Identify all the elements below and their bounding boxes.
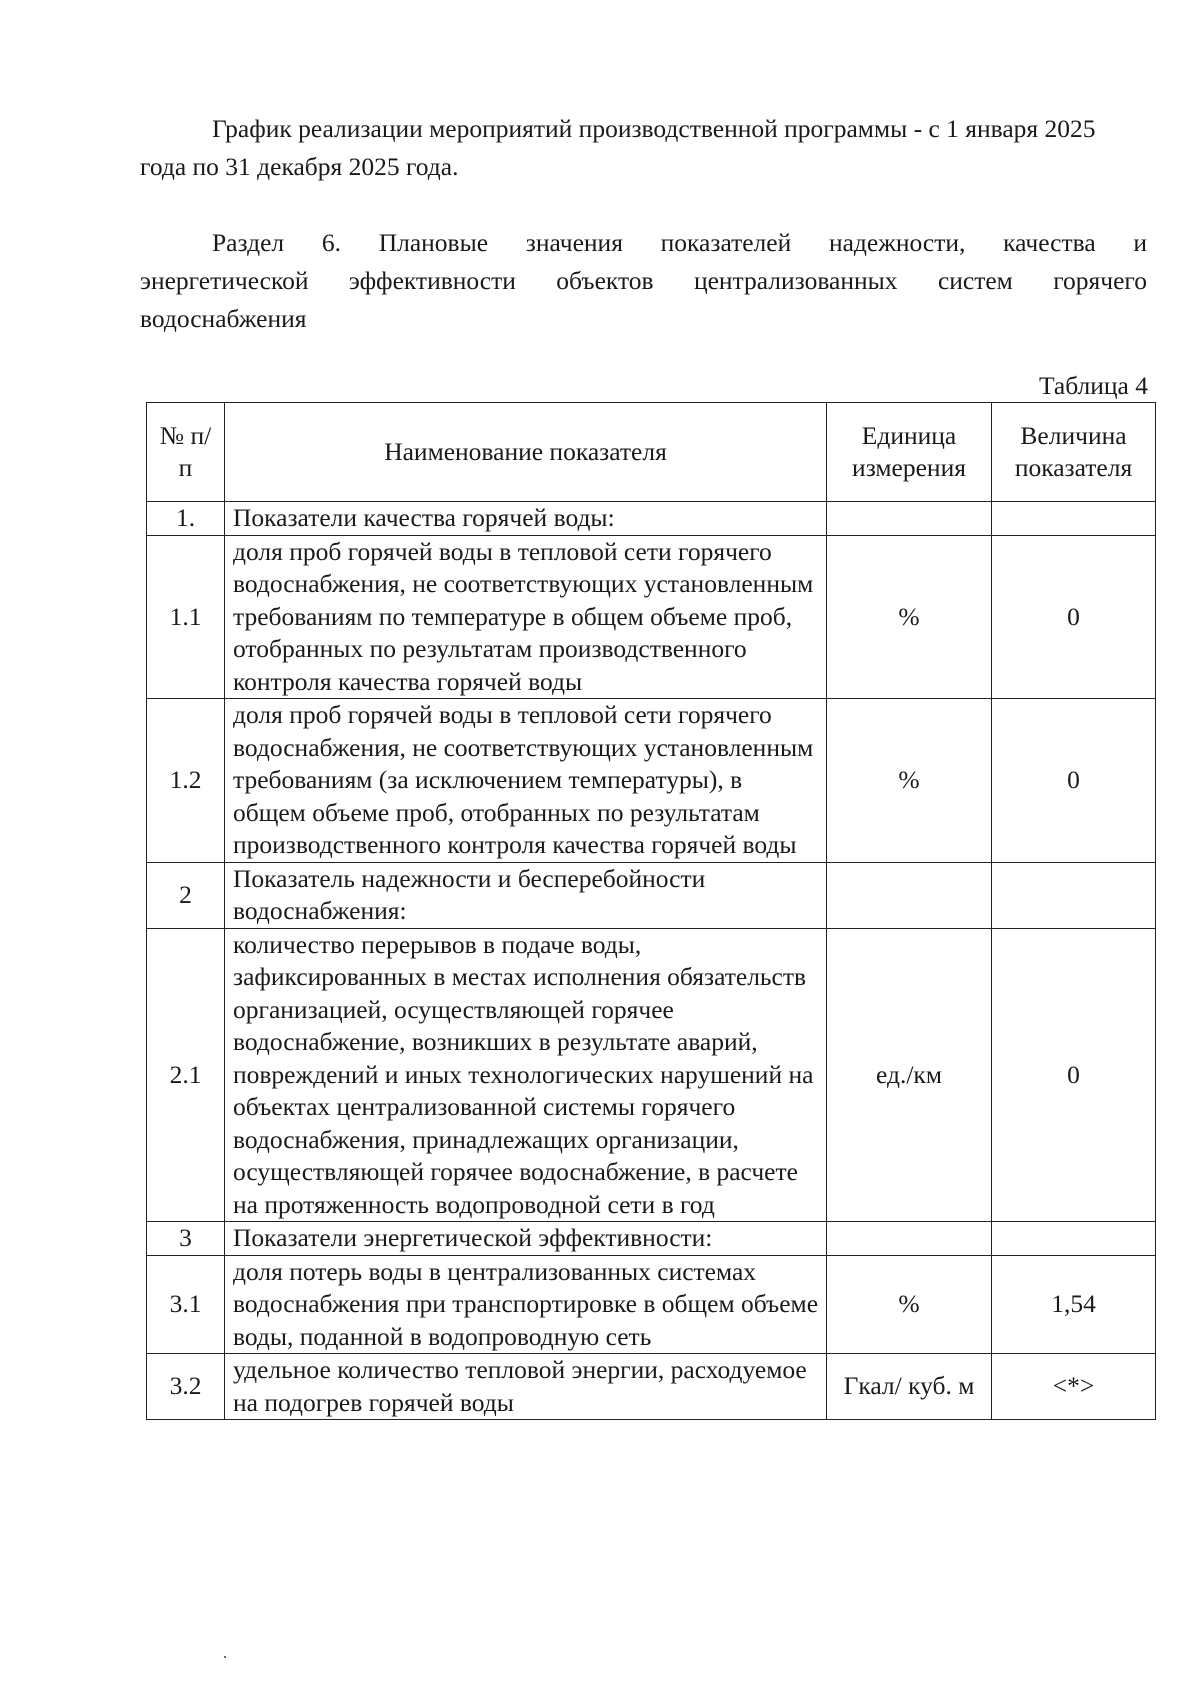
row-number: 3 <box>147 1222 225 1256</box>
scan-speck <box>224 1656 226 1658</box>
row-value <box>992 1222 1156 1256</box>
row-unit <box>827 1222 992 1256</box>
row-number: 1.1 <box>147 535 225 699</box>
header-unit: Единица измерения <box>827 403 992 502</box>
row-unit: ед./км <box>827 928 992 1222</box>
table-row <box>147 1354 1156 1420</box>
table-caption: Таблица 4 <box>1038 371 1148 400</box>
row-name: Показатели энергетической эффективности: <box>225 1222 827 1256</box>
row-value: 0 <box>992 535 1156 699</box>
row-name: доля проб горячей воды в тепловой сети горячего водоснабжения, не соответствующих установленным требованиям по температуре в общем объеме проб, отобранных по результатам производственного контроля качества горячей воды <box>225 535 827 699</box>
indicators-table <box>146 402 1156 1420</box>
row-number: 3.1 <box>147 1255 225 1354</box>
table-row <box>147 1222 1156 1256</box>
table-row <box>147 502 1156 536</box>
row-name: Показатели качества горячей воды: <box>225 502 827 536</box>
row-name: доля потерь воды в централизованных системах водоснабжения при транспортировке в общем объеме воды, поданной в водопроводную сеть <box>225 1255 827 1354</box>
schedule-paragraph: График реализации мероприятий производственной программы - с 1 января 2025 года по 31 декабря 2025 года. <box>140 114 1096 181</box>
row-name: удельное количество тепловой энергии, расходуемое на подогрев горячей воды <box>225 1354 827 1420</box>
table-row <box>147 862 1156 928</box>
row-unit: % <box>827 699 992 863</box>
row-value: 0 <box>992 699 1156 863</box>
row-unit: % <box>827 1255 992 1354</box>
row-number: 3.2 <box>147 1354 225 1420</box>
row-value: <*> <box>992 1354 1156 1420</box>
row-number: 2.1 <box>147 928 225 1222</box>
header-value: Величина показателя <box>992 403 1156 502</box>
row-unit: % <box>827 535 992 699</box>
table-header-row <box>147 403 1156 502</box>
row-unit <box>827 862 992 928</box>
table-row <box>147 928 1156 1222</box>
row-value <box>992 502 1156 536</box>
row-name: доля проб горячей воды в тепловой сети горячего водоснабжения, не соответствующих установленным требованиям (за исключением температуры), в общем объеме проб, отобранных по результатам производственного контроля качества горячей воды <box>225 699 827 863</box>
row-value: 1,54 <box>992 1255 1156 1354</box>
table-row <box>147 699 1156 863</box>
row-value <box>992 862 1156 928</box>
row-value: 0 <box>992 928 1156 1222</box>
header-name: Наименование показателя <box>225 403 827 502</box>
section-heading-paragraph: Раздел 6. Плановые значения показателей надежности, качества и энергетической эффективности объектов централизованных систем горячего водоснабжения <box>140 228 1147 333</box>
row-number: 2 <box>147 862 225 928</box>
table-row <box>147 1255 1156 1354</box>
header-number: № п/п <box>147 403 225 502</box>
row-number: 1.2 <box>147 699 225 863</box>
row-name: Показатель надежности и бесперебойности водоснабжения: <box>225 862 827 928</box>
row-unit: Гкал/ куб. м <box>827 1354 992 1420</box>
row-name: количество перерывов в подаче воды, зафиксированных в местах исполнения обязательств организацией, осуществляющей горячее водоснабжение, возникших в результате аварий, повреждений и иных технологических нарушений на объектах централизованной системы горячего водоснабжения, принадлежащих организации, осуществляющей горячее водоснабжение, в расчете на протяженность водопроводной сети в год <box>225 928 827 1222</box>
table-row <box>147 535 1156 699</box>
row-number: 1. <box>147 502 225 536</box>
row-unit <box>827 502 992 536</box>
